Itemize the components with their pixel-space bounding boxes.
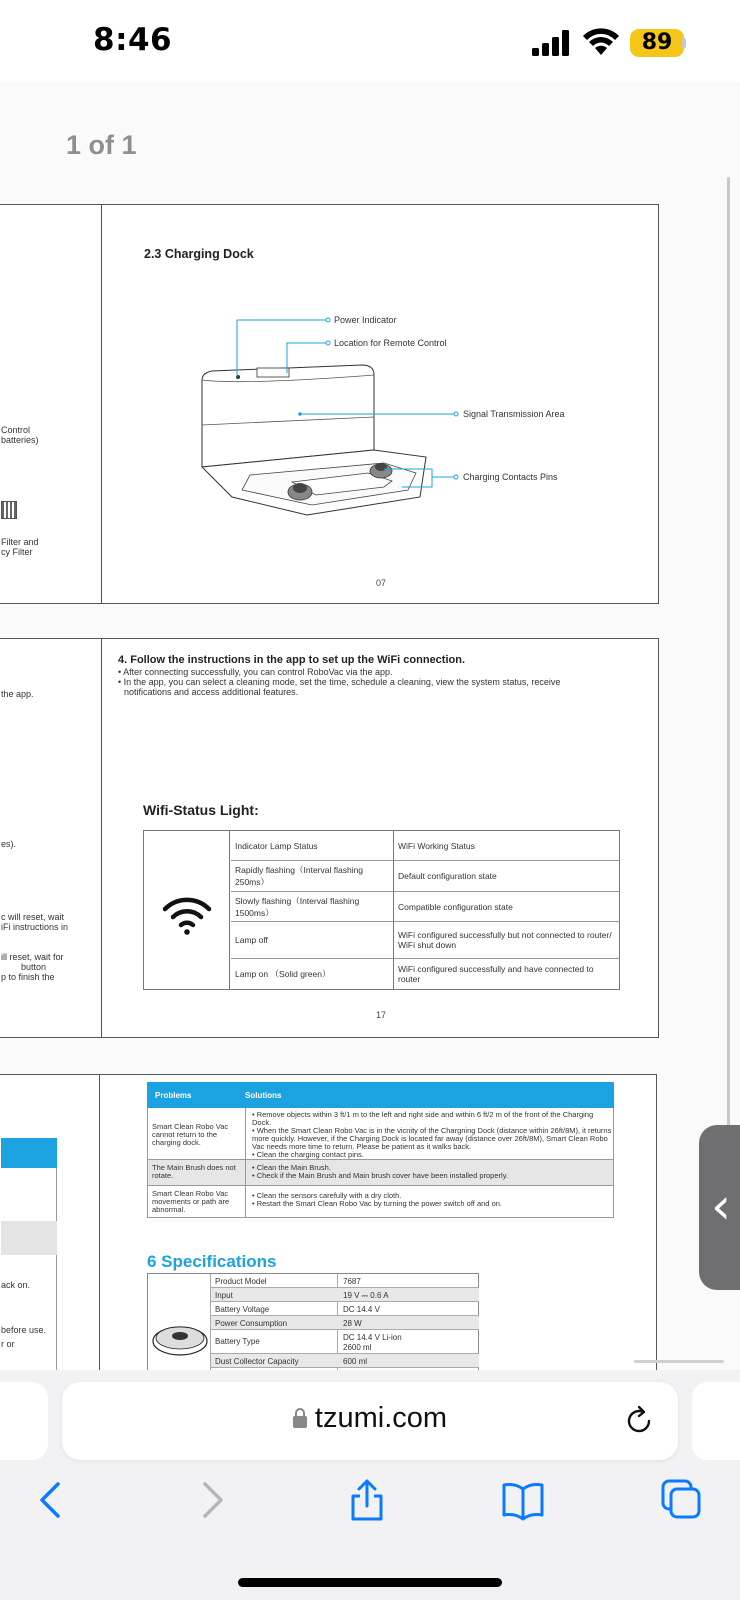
spec-value: 600 ml — [343, 1357, 368, 1366]
chevron-left-icon: ‹ — [711, 1177, 731, 1235]
spec-value: 7687 — [343, 1277, 361, 1286]
left-blue-header — [1, 1138, 57, 1168]
left-snippet: p to finish the — [1, 972, 55, 982]
left-snippet: button — [21, 962, 47, 972]
wifi-cell: Default configuration state — [394, 861, 619, 892]
reload-icon[interactable] — [622, 1404, 656, 1438]
bookmarks-icon[interactable] — [501, 1478, 545, 1522]
spec-key: Battery Voltage — [215, 1305, 270, 1314]
spec-row — [211, 1302, 479, 1316]
left-snippet: the app. — [1, 689, 34, 699]
left-snippet: c will reset, wait — [1, 912, 65, 922]
forward-icon[interactable] — [189, 1478, 233, 1522]
specifications-title: 6 Specifications — [147, 1252, 277, 1271]
address-bar[interactable] — [62, 1382, 678, 1460]
wifi-icon-cell — [144, 831, 230, 989]
battery-tip — [682, 38, 686, 48]
solution-text: Clean the Main Brush. — [256, 1163, 331, 1172]
solution-list — [245, 1108, 613, 1159]
spec-value: 19 V ⎓ 0.6 A — [343, 1291, 389, 1300]
spec-key: Input — [215, 1291, 233, 1300]
wifi-signal-icon — [162, 895, 212, 935]
left-page-fragment-2 — [0, 638, 102, 1038]
solution-text: Check if the Main Brush and Main brush cover have been installed properly. — [256, 1171, 508, 1180]
wifi-icon — [582, 28, 620, 56]
label-charging-pins: Charging Contacts Pins — [463, 472, 558, 482]
left-snippet: before use. — [1, 1325, 47, 1335]
status-bar — [0, 0, 740, 82]
solution-text: Clean the sensors carefully with a dry cloth. — [256, 1191, 402, 1200]
wifi-cell: Indicator Lamp Status — [231, 831, 393, 861]
robot-vacuum-image — [150, 1319, 210, 1359]
next-tab-preview[interactable] — [692, 1382, 740, 1460]
left-snippet: Filter and — [1, 537, 39, 547]
problem-text: Smart Clean Robo Vac movements or path are abnormal. — [152, 1189, 230, 1214]
spec-value: 28 W — [343, 1319, 362, 1328]
left-snippet: ill reset, wait for — [1, 952, 64, 962]
wifi-cell: WiFi configured successfully but not connected to router/ WiFi shut down — [394, 922, 619, 959]
solution-item: • Clean the sensors carefully with a dry cloth. — [252, 1191, 402, 1200]
trouble-row — [147, 1160, 614, 1186]
pdf-viewport[interactable] — [0, 82, 740, 1370]
left-shaded-row — [1, 1221, 57, 1255]
left-snippet: iFi instructions in — [1, 922, 69, 932]
spec-key: Dust Collector Capacity — [215, 1357, 299, 1366]
wifi-bullet: notifications and access additional features. — [124, 687, 299, 697]
home-indicator — [238, 1578, 502, 1587]
pdf-page-charging-dock — [101, 204, 659, 604]
label-signal-area: Signal Transmission Area — [463, 409, 565, 419]
wifi-bullet: • In the app, you can select a cleaning mode, set the time, schedule a cleaning, view the system status, receive — [118, 677, 561, 687]
solution-item: • Clean the charging contact pins. — [252, 1150, 364, 1159]
back-icon[interactable] — [30, 1478, 74, 1522]
spec-key: Battery Type — [215, 1337, 260, 1346]
label-remote-location: Location for Remote Control — [334, 338, 447, 348]
solution-list — [245, 1160, 613, 1185]
problem-text: The Main Brush does not rotate. — [152, 1163, 236, 1180]
clock: 8:46 — [93, 22, 173, 58]
spec-value: DC 14.4 V — [343, 1305, 380, 1314]
previous-tab-preview[interactable] — [0, 1382, 48, 1460]
header-problems: Problems — [155, 1091, 192, 1100]
wifi-status-title: Wifi-Status Light: — [143, 802, 259, 818]
solution-text: Remove objects within 3 ft/1 m to the left and right side and within 6 ft/2 m of the front of the Charging Dock. — [252, 1110, 594, 1127]
solution-text: Restart the Smart Clean Robo Vac by turning the power switch off and on. — [256, 1199, 502, 1208]
wifi-cell: Lamp off — [231, 922, 393, 959]
solution-item: • When the Smart Clean Robo Vac is in the vicnity of the Chargning Dock (distance within 26ft/8M), it returns more quickly. However, if the Charging Dock is located far away (distance over 26ft/8M), Smart Clean Robo Vac needs more time to return. Please be patient as it walks back. — [252, 1126, 612, 1151]
cellular-signal-icon — [532, 30, 572, 56]
left-snippet: cy Filter — [1, 547, 33, 557]
wifi-bullet: • After connecting successfully, you can control RoboVac via the app. — [118, 667, 393, 677]
wifi-step-heading: 4. Follow the instructions in the app to set up the WiFi connection. — [118, 654, 466, 666]
tabs-icon[interactable] — [659, 1478, 703, 1522]
spec-row — [211, 1330, 479, 1354]
spec-key: Power Consumption — [215, 1319, 288, 1328]
solution-item: • Clean the Main Brush. — [252, 1163, 331, 1172]
solution-item: • Restart the Smart Clean Robo Vac by turning the power switch off and on. — [252, 1199, 502, 1208]
charging-dock-illustration — [102, 205, 660, 605]
page-number: 17 — [376, 1010, 387, 1020]
spec-row — [211, 1354, 479, 1368]
spec-row — [211, 1274, 479, 1288]
wifi-cell: Compatible configuration state — [394, 892, 619, 922]
left-snippet: es). — [1, 839, 17, 849]
solution-item: • Check if the Main Brush and Main brush cover have been installed properly. — [252, 1171, 508, 1180]
page-number: 07 — [376, 578, 387, 588]
left-snippet: Control — [1, 425, 31, 435]
wifi-cell: Slowly flashing（Interval flashing 1500ms） — [231, 892, 393, 922]
horizontal-scrollbar[interactable] — [634, 1360, 724, 1363]
wifi-cell: Rapidly flashing（Interval flashing 250ms） — [231, 861, 393, 892]
solution-text: When the Smart Clean Robo Vac is in the vicnity of the Chargning Dock (distance within 26ft/8M), it returns more quickly. However, if the Charging Dock is located far away (distance over 26ft/8M), Smart Clean Robo Vac needs more time to return. Please be patient as it walks back. — [252, 1126, 612, 1151]
share-icon[interactable] — [345, 1478, 389, 1522]
browser-toolbar — [0, 1370, 740, 1600]
solution-list — [245, 1186, 613, 1217]
spec-row — [211, 1288, 479, 1302]
wifi-cell: WiFi Working Status — [394, 831, 619, 861]
solution-item: • Remove objects within 3 ft/1 m to the left and right side and within 6 ft/2 m of the front of the Charging Dock. — [252, 1110, 594, 1127]
lock-icon — [293, 1416, 307, 1428]
spec-table — [147, 1273, 479, 1370]
header-solutions: Solutions — [245, 1091, 282, 1100]
side-panel-toggle[interactable] — [699, 1125, 740, 1290]
left-page-fragment-3 — [0, 1074, 100, 1370]
left-snippet: r or — [1, 1339, 15, 1349]
spec-value: DC 14.4 V Li-ion 2600 ml — [343, 1333, 402, 1352]
section-title: 2.3 Charging Dock — [144, 247, 254, 261]
wifi-cell: WiFi configured successfully and have connected to router — [398, 964, 594, 984]
url-text: tzumi.com — [314, 1402, 448, 1434]
left-snippet: batteries) — [1, 435, 39, 445]
trouble-table-header — [147, 1082, 614, 1108]
left-snippet: ack on. — [1, 1280, 31, 1290]
spec-row — [211, 1316, 479, 1330]
trouble-row — [147, 1108, 614, 1160]
problem-text: Smart Clean Robo Vac cannot return to the charging dock. — [152, 1122, 229, 1147]
wifi-cell: Lamp on （Solid green） — [235, 969, 331, 979]
wifi-status-table — [143, 830, 620, 990]
left-page-fragment-1 — [0, 204, 102, 604]
trouble-row — [147, 1186, 614, 1218]
label-power-indicator: Power Indicator — [334, 315, 397, 325]
solution-text: Clean the charging contact pins. — [256, 1150, 364, 1159]
spec-key: Product Model — [215, 1277, 267, 1286]
vertical-scrollbar[interactable] — [727, 177, 730, 1287]
filter-illustration — [1, 501, 17, 519]
url-display[interactable] — [62, 1402, 678, 1435]
page-counter: 1 of 1 — [66, 130, 137, 160]
battery-indicator: 89 — [630, 29, 684, 57]
